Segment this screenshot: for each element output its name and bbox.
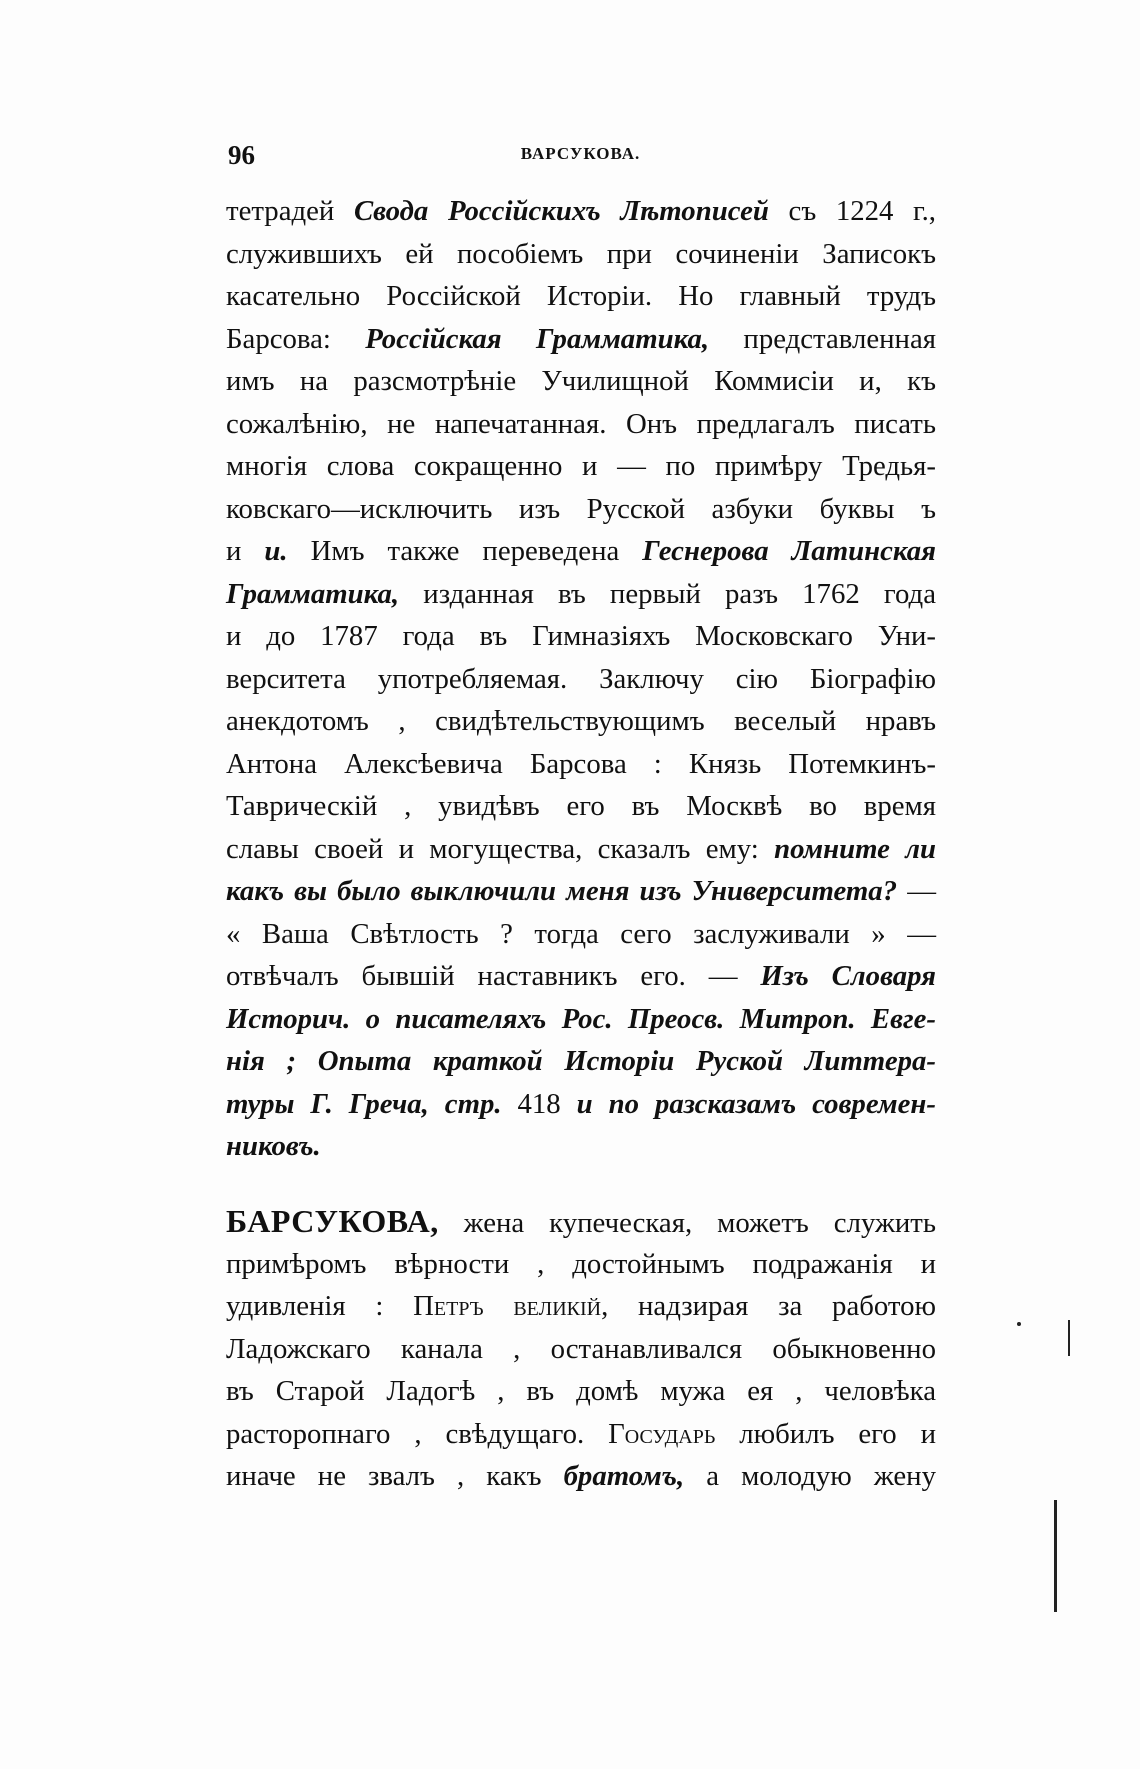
small-caps-run: Петръ великій [413, 1290, 602, 1322]
text-line [226, 445, 936, 488]
text-line [226, 998, 936, 1041]
text-run: — [897, 875, 936, 907]
text-run: сожалѣнію, не напечатанная. Онъ предлагалъ писать [226, 407, 936, 440]
text-run: жена купеческая, можетъ служить [438, 1207, 936, 1239]
text-line [226, 318, 936, 361]
italic-run: Изъ Словаря [760, 960, 936, 992]
italic-run: Свода Россійскихъ Лѣтописей [353, 195, 769, 227]
text-line [226, 785, 936, 828]
text-run: ковскаго—исключить изъ Русской азбуки буквы ъ [226, 492, 936, 525]
text-line [226, 1328, 936, 1371]
text-run: имъ на разсмотрѣніе Училищной Коммисіи и, къ [226, 365, 936, 397]
text-run: и до 1787 года въ Гимназіяхъ Московскаго Уни- [226, 620, 936, 652]
text-run: представленная [709, 322, 936, 355]
text-run: Имъ также переведена [287, 535, 643, 567]
text-run: многія слова сокращенно и — по примѣру Тредья- [226, 450, 936, 482]
text-line [226, 1370, 936, 1413]
text-line [226, 1413, 936, 1456]
text-run: примѣромъ вѣрности , достойнымъ подражанія и [226, 1247, 936, 1280]
text-run: Ладожскаго канала , останавливался обыкновенно [226, 1332, 936, 1365]
text-run: а молодую жену [684, 1460, 936, 1492]
text-line [226, 828, 936, 871]
text-run: любилъ его и [715, 1417, 936, 1450]
text-line [226, 1285, 936, 1328]
text-line [226, 1083, 936, 1126]
text-line [226, 870, 936, 913]
text-line [226, 190, 936, 233]
italic-run: братомъ, [563, 1460, 685, 1492]
page-number: 96 [228, 140, 255, 170]
text-run: Таврическій , увидѣвъ его въ Москвѣ во время [226, 790, 936, 822]
text-run: въ Старой Ладогѣ , въ домѣ мужа ея , человѣка [226, 1375, 936, 1407]
text-run: отвѣчалъ бывшій наставникъ его. — [226, 960, 761, 992]
text-run: и [226, 535, 265, 567]
text-run: расторопнаго , свѣдущаго. [226, 1417, 609, 1450]
small-caps-run: Государь [608, 1417, 716, 1450]
text-line [226, 530, 936, 573]
italic-run: Грамматика, [226, 577, 400, 610]
page-header [228, 140, 933, 180]
text-line [226, 658, 936, 701]
text-run: Антона Алексѣевича Барсова : Князь Потемкинъ- [226, 747, 936, 780]
text-run: 418 [517, 1087, 561, 1120]
entry-headword: БАРСУКОВА, [226, 1203, 439, 1239]
italic-run: туры Г. Греча, стр. [226, 1087, 518, 1120]
text-run: « Ваша Свѣтлость ? тогда сего заслуживали » — [226, 917, 936, 950]
text-line [226, 360, 936, 403]
text-run: , надзирая за работою [601, 1290, 937, 1322]
text-run: тетрадей [226, 195, 354, 227]
text-run: съ 1224 г., [768, 195, 936, 227]
text-line [226, 233, 936, 276]
italic-run: Историч. о писателяхъ Рос. Преосв. Митроп. Евге- [226, 1002, 936, 1035]
biography-continuation-paragraph [226, 190, 936, 1168]
italic-run: и. [264, 535, 288, 567]
italic-run: никовъ. [226, 1130, 321, 1162]
text-line [226, 488, 936, 531]
text-line [226, 955, 936, 998]
scan-mark [1068, 1320, 1070, 1356]
text-run: Барсова: [226, 322, 366, 355]
text-line [226, 1243, 936, 1286]
text-run: анекдотомъ , свидѣтельствующимъ веселый нравъ [226, 705, 936, 737]
text-line [226, 573, 936, 616]
text-run: иначе не звалъ , какъ [226, 1460, 564, 1492]
italic-run: какъ вы было выключили меня изъ Университета? [226, 875, 898, 907]
text-run: верситета употребляемая. Заключу сію Біографію [226, 662, 936, 695]
running-title: ВАРСУКОВА. [520, 144, 641, 163]
text-run: удивленія : [226, 1290, 414, 1322]
entry-barsukova-paragraph [226, 1200, 936, 1498]
text-run: служившихъ ей пособіемъ при сочиненіи Записокъ [226, 237, 936, 270]
italic-run: Россійская Грамматика, [365, 322, 710, 355]
text-line [226, 1455, 936, 1498]
scan-dot [1017, 1322, 1021, 1326]
text-run: касательно Россійской Исторіи. Но главный трудъ [226, 280, 936, 312]
text-line [226, 1125, 936, 1168]
text-line [226, 275, 936, 318]
scan-mark [1054, 1500, 1057, 1612]
text-line [226, 700, 936, 743]
text-line [226, 1200, 936, 1243]
text-run: изданная въ первый разъ 1762 года [399, 577, 936, 610]
italic-run: нія ; Опыта краткой Исторіи Руской Литтера- [226, 1045, 936, 1077]
italic-run: помните ли [774, 832, 936, 865]
text-line [226, 403, 936, 446]
italic-run: и по разсказамъ современ- [560, 1087, 936, 1120]
text-run: славы своей и могущества, сказалъ ему: [226, 832, 775, 865]
text-line [226, 913, 936, 956]
text-line [226, 743, 936, 786]
text-line [226, 1040, 936, 1083]
text-line [226, 615, 936, 658]
italic-run: Геснерова Латинская [642, 535, 937, 567]
